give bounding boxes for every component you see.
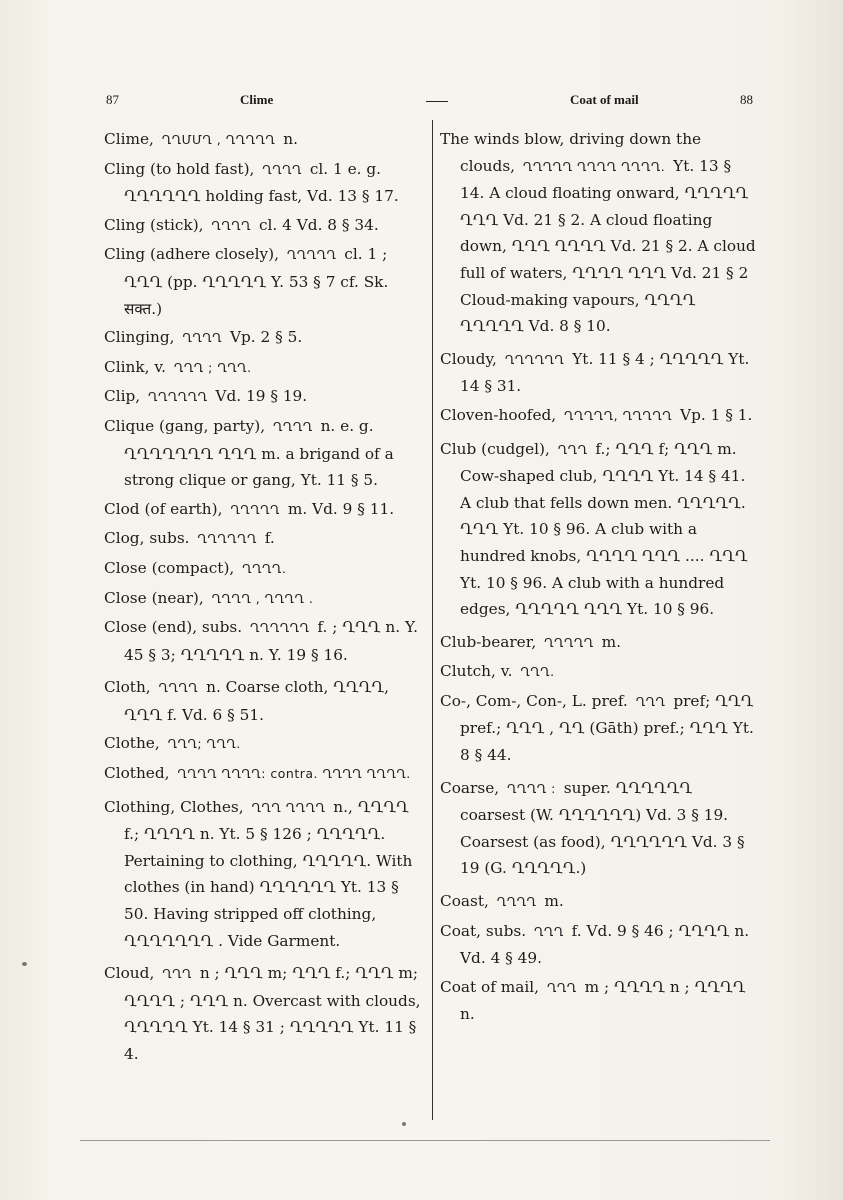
avestan-script: ՂՂՂ	[557, 441, 588, 457]
right-column	[440, 126, 760, 1030]
right-page-number: 88	[740, 92, 753, 107]
left-column	[104, 126, 426, 1070]
avestan-script: ՂՂՂՂՂՂ	[250, 620, 310, 636]
avestan-script: ՂՂՂ	[635, 693, 666, 709]
entry-headword: Clothe,	[104, 734, 160, 753]
entry-headword: Clime,	[104, 130, 154, 148]
entry-headword: Clique (gang, party),	[104, 416, 266, 435]
avestan-script: ՂՂՂ ՂՂՂՂ	[251, 799, 326, 815]
entry-definition: n. Coarse cloth, ՂՂՂՂ, ՂՂՂ f. Vd. 6 § 51.	[124, 678, 390, 724]
dictionary-entry	[440, 126, 760, 340]
entry-headword: Cling (adhere closely),	[104, 245, 279, 264]
entry-headword: Coarse,	[440, 778, 500, 797]
entry-definition: super. ՂՂՂՂՂՂ coarsest (W. ՂՂՂՂՂՂ) Vd. 3 § 19. Coarsest (as food), ՂՂՂՂՂՂ Vd. 3 § 19 (G. ՂՂՂՂՂ.)	[460, 778, 745, 878]
entry-definition: n ; ՂՂՂ m; ՂՂՂ f.; ՂՂՂ m; ՂՂՂՂ ; ՂՂՂ n. Overcast with clouds, ՂՂՂՂՂ Yt. 14 § 31 ; ՂՂՂՂՂ Yt. 11 § 4.	[124, 964, 421, 1063]
dictionary-entry	[104, 794, 426, 955]
entry-definition: m.	[544, 892, 564, 911]
entry-headword: Co-, Com-, Con-, L. pref.	[440, 691, 628, 710]
entry-headword: The winds blow, driving down the clouds,	[440, 130, 702, 175]
entry-definition: pref; ՂՂՂ pref.; ՂՂՂ , ՂՂ (Gāth) pref.; ՂՂՂ Yt. 8 § 44.	[460, 691, 754, 765]
entry-headword: Club (cudgel),	[440, 439, 550, 458]
dictionary-entry	[104, 212, 426, 240]
entry-headword: Clutch, v.	[440, 662, 513, 681]
entry-headword: Coast,	[440, 892, 489, 911]
entry-headword: Close (near),	[104, 588, 204, 607]
avestan-script: ՂՂՂՂՂՂ	[148, 389, 208, 405]
avestan-script: ՂՂՂՂ :	[507, 780, 556, 796]
entry-headword: Clod (of earth),	[104, 499, 223, 518]
avestan-script: ՂՂՂ	[534, 923, 564, 939]
dictionary-entry	[440, 658, 760, 686]
entry-definition: cl. 1 e. g. ՂՂՂՂՂՂ holding fast, Vd. 13 § 17.	[124, 159, 399, 206]
entry-headword: Coat of mail,	[440, 977, 540, 996]
entry-headword: Coat, subs.	[440, 921, 527, 940]
avestan-script: ՂՂՂՂՂ	[286, 247, 337, 263]
entry-headword: Clothed,	[104, 764, 170, 783]
dictionary-entry	[440, 629, 760, 657]
entry-definition: f. Vd. 9 § 46 ; ՂՂՂՂ n. Vd. 4 § 49.	[460, 921, 750, 968]
dictionary-entry	[104, 383, 426, 411]
avestan-script: ՂՂՂ ; ՂՂՂ.	[173, 359, 252, 375]
entry-definition: n.	[283, 130, 298, 148]
entry-definition: Vd. 19 § 19.	[215, 387, 308, 406]
entry-definition: n. e. g. ՂՂՂՂՂՂՂ ՂՂՂ m. a brigand of a strong clique or gang, Yt. 11 § 5.	[124, 416, 394, 490]
column-divider	[432, 120, 433, 1120]
entry-headword: Clothing, Clothes,	[104, 797, 244, 816]
dictionary-entry	[104, 674, 426, 728]
avestan-script: ՂՂՂՂ	[211, 217, 252, 233]
dictionary-entry	[440, 346, 760, 400]
entry-headword: Cloudy,	[440, 349, 497, 368]
dictionary-entry	[440, 402, 760, 430]
entry-definition: cl. 1 ; ՂՂՂ (pp. ՂՂՂՂՂ Y. 53 § 7 cf. Sk. सक्त.)	[124, 245, 389, 318]
entry-headword: Close (compact),	[104, 558, 235, 577]
avestan-script: ՂՂՂ; ՂՂՂ.	[167, 736, 241, 752]
dictionary-entry	[440, 918, 760, 972]
avestan-script: ՂՂՂՂ	[182, 330, 223, 346]
page-bottom-edge	[80, 1140, 770, 1141]
entry-definition: Vp. 2 § 5.	[229, 328, 303, 347]
left-guide-word: Clime	[240, 92, 274, 107]
entry-headword: Cling (stick),	[104, 215, 204, 234]
dictionary-entry	[104, 126, 426, 154]
dictionary-entry	[440, 436, 760, 623]
dictionary-entry	[440, 775, 760, 882]
avestan-script: ՂՂՂՂՂ	[544, 634, 594, 650]
dictionary-entry	[104, 324, 426, 352]
entry-headword: Clip,	[104, 387, 141, 406]
entry-headword: Cloud,	[104, 964, 155, 983]
avestan-script: ՂՂՂՂ , ՂՂՂՂ .	[211, 590, 314, 606]
entry-headword: Clinging,	[104, 328, 175, 347]
entry-headword: Clink, v.	[104, 357, 167, 376]
dictionary-entry	[440, 688, 760, 769]
entry-definition: f.	[264, 529, 275, 548]
dictionary-entry	[440, 974, 760, 1028]
ink-speck	[22, 962, 27, 966]
entry-definition: Yt. 11 § 4 ; ՂՂՂՂՂ Yt. 14 § 31.	[460, 349, 750, 396]
avestan-script: ՂՂՂ.	[520, 664, 555, 680]
dictionary-entry	[104, 960, 426, 1067]
entry-headword: Clog, subs.	[104, 529, 190, 548]
dictionary-entry	[104, 585, 426, 613]
dictionary-entry	[104, 156, 426, 210]
entry-definition: f. ; ՂՂՂ n. Y. 45 § 3; ՂՂՂՂՂ n. Y. 19 § 16.	[124, 618, 418, 664]
avestan-script: ՂՂՂ	[546, 979, 577, 995]
dictionary-entry	[104, 730, 426, 758]
entry-definition: cl. 4 Vd. 8 § 34.	[258, 215, 379, 234]
entry-definition: Vp. 1 § 1.	[680, 405, 753, 424]
avestan-script: ՂՂՂ	[162, 966, 192, 982]
entry-definition: Yt. 13 § 14. A cloud floating onward, ՂՂՂՂՂ ՂՂՂ Vd. 21 § 2. A cloud floating down, ՂՂՂ ՂՂՂՂ Vd. 21 § 2. A cloud full of waters, ՂՂՂՂ ՂՂՂ Vd. 21 § 2 Cloud-making vapours, ՂՂՂՂ ՂՂՂՂՂ Vd. 8 § 10.	[460, 156, 756, 336]
dictionary-entry	[104, 241, 426, 322]
avestan-script: ՂՂՂՂ	[262, 161, 302, 177]
left-page-number: 87	[106, 92, 119, 107]
header-dash	[426, 101, 448, 102]
avestan-script: ՂՂՂՂ ՂՂՂՂ: contra. ՂՂՂՂ ՂՂՂՂ.	[177, 766, 411, 782]
entry-headword: Cling (to hold fast),	[104, 159, 255, 178]
entry-definition: m.	[601, 632, 621, 651]
dictionary-entry	[104, 555, 426, 583]
avestan-script: ՂՂՂՂՂ, ՂՂՂՂՂ	[564, 407, 673, 423]
dictionary-entry	[104, 496, 426, 524]
avestan-script: ՂՂՂՂ	[158, 680, 199, 696]
entry-headword: Club-bearer,	[440, 632, 537, 651]
dictionary-entry	[104, 760, 426, 788]
avestan-script: ՂՂՄՄՂ , ՂՂՂՂՂ	[161, 132, 276, 147]
entry-headword: Cloven-hoofed,	[440, 405, 557, 424]
entry-headword: Cloth,	[104, 678, 151, 697]
page-header	[100, 92, 760, 114]
avestan-script: ՂՂՂՂ	[273, 418, 313, 434]
avestan-script: ՂՂՂՂՂ	[230, 501, 280, 517]
dictionary-entry	[104, 525, 426, 553]
dictionary-entry	[104, 354, 426, 382]
dictionary-entry	[104, 614, 426, 668]
entry-definition: m. Vd. 9 § 11.	[287, 499, 395, 518]
avestan-script: ՂՂՂՂ.	[242, 560, 287, 576]
entry-definition: m ; ՂՂՂՂ n ; ՂՂՂՂ n.	[460, 977, 746, 1024]
avestan-script: ՂՂՂՂՂ ՂՂՂՂ ՂՂՂՂ.	[522, 158, 666, 174]
avestan-script: ՂՂՂՂՂՂ	[504, 351, 565, 367]
avestan-script: ՂՂՂՂ	[496, 894, 537, 910]
entry-headword: Close (end), subs.	[104, 618, 243, 637]
avestan-script: ՂՂՂՂՂՂ	[197, 531, 257, 547]
entry-definition: f.; ՂՂՂ f; ՂՂՂ m. Cow-shaped club, ՂՂՂՂ Yt. 14 § 41. A club that fells down men. ՂՂՂՂՂ. ՂՂՂ Yt. 10 § 96. A club with a hundred knobs, ՂՂՂՂ ՂՂՂ .... ՂՂՂ Yt. 10 § 96. A club with a hundred edges, ՂՂՂՂՂ ՂՂՂ Yt. 10 § 96.	[460, 439, 748, 619]
dictionary-entry	[440, 888, 760, 916]
entry-definition: n., ՂՂՂՂ f.; ՂՂՂՂ n. Yt. 5 § 126 ; ՂՂՂՂՂ. Pertaining to clothing, ՂՂՂՂՂ. With clothes (in hand) ՂՂՂՂՂՂ Yt. 13 § 50. Having stripped off clothing, ՂՂՂՂՂՂՂ . Vide Garment.	[124, 797, 413, 950]
ink-speck	[402, 1122, 406, 1126]
right-guide-word: Coat of mail	[570, 92, 639, 107]
dictionary-entry	[104, 413, 426, 494]
